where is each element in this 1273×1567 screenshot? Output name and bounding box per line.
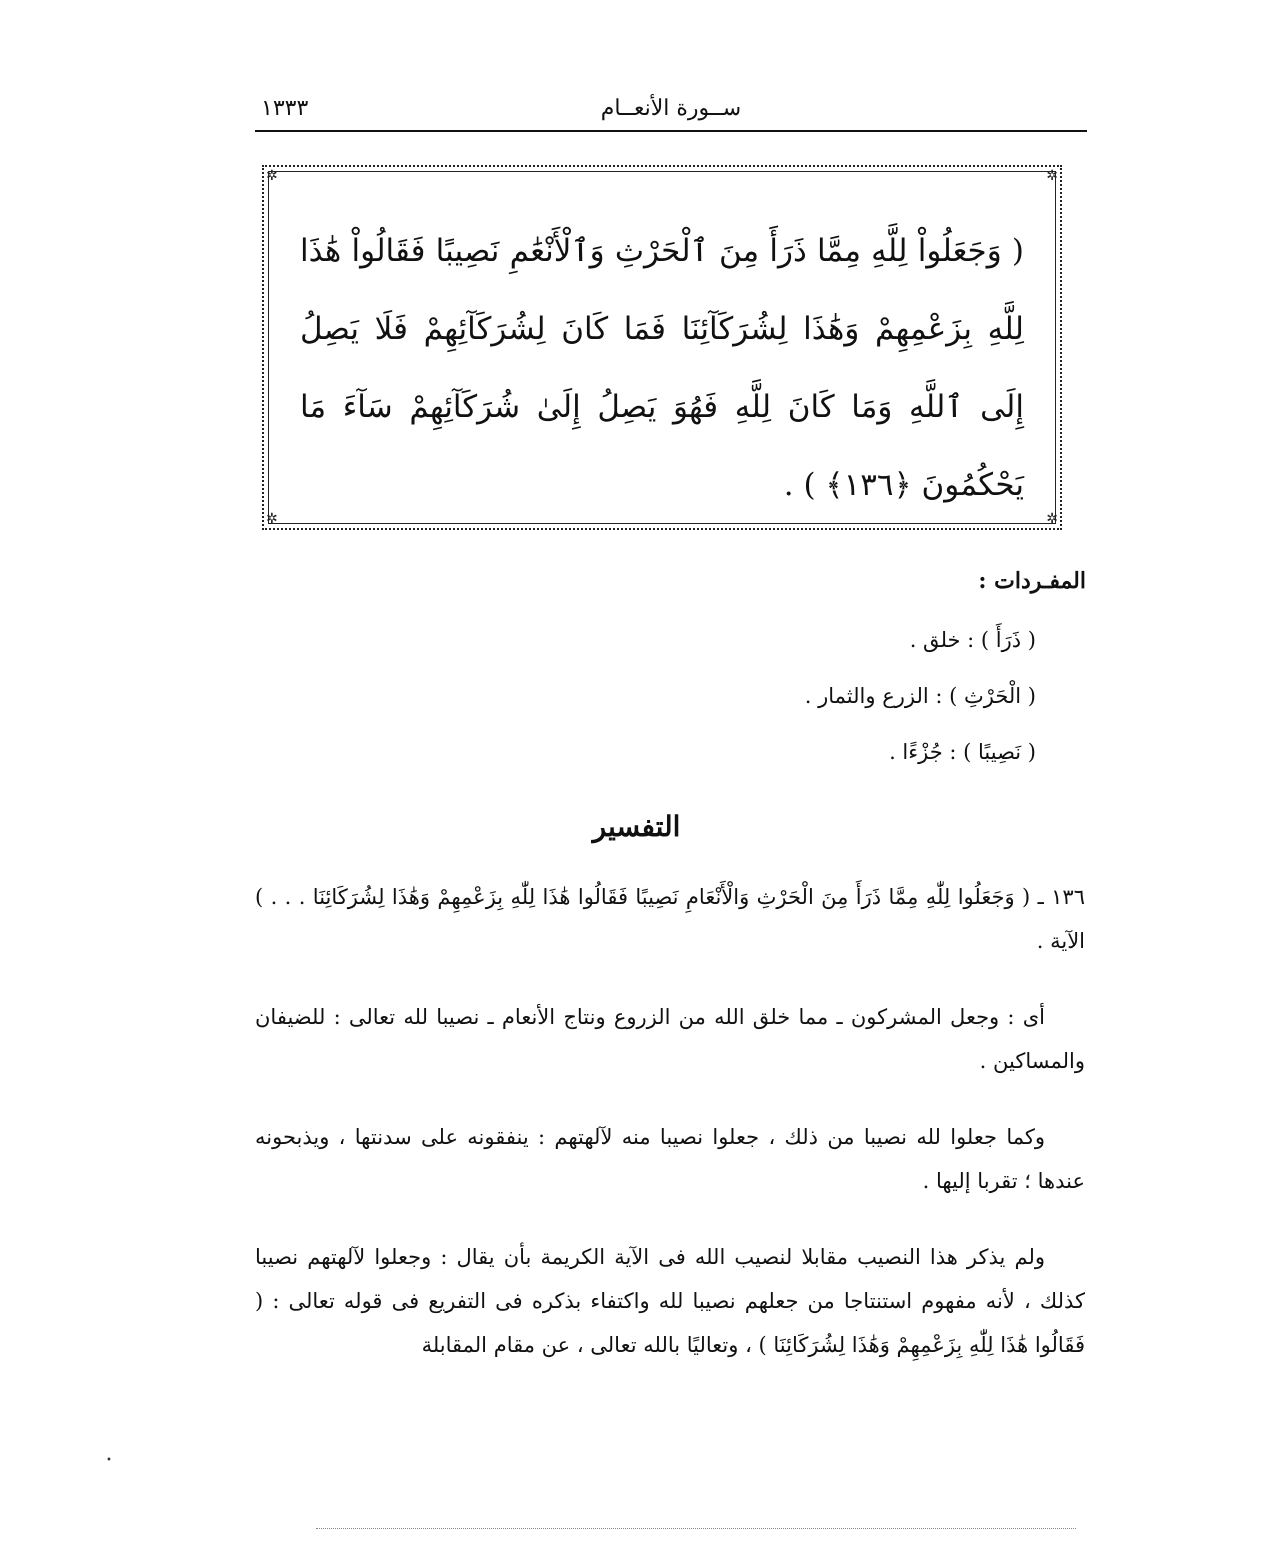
- tafsir-paragraph: وكما جعلوا لله نصيبا من ذلك ، جعلوا نصيبا منه لآلهتهم : ينفقونه على سدنتها ، ويذبحونه عندها ؛ تقربا إليها .: [255, 1125, 1085, 1193]
- vocabulary-item: ( الْحَرْثِ ) : الزرع والثمار .: [804, 684, 1036, 708]
- corner-ornament-icon: ✲: [266, 168, 278, 184]
- surah-title: ســورة الأنعــام: [600, 96, 742, 121]
- verse-text: ( وَجَعَلُواْ لِلَّهِ مِمَّا ذَرَأَ مِنَ ٱلْحَرْثِ وَٱلْأَنْعَٰمِ نَصِيبًا فَقَالُواْ هَٰذَا لِلَّهِ بِزَعْمِهِمْ وَهَٰذَا لِشُرَكَآئِنَا فَمَا كَانَ لِشُرَكَآئِهِمْ فَلَا يَصِلُ إِلَى ٱللَّهِ وَمَا كَانَ لِلَّهِ فَهُوَ يَصِلُ إِلَىٰ شُرَكَآئِهِمْ سَآءَ مَا يَحْكُمُونَ ﴿١٣٦﴾ ) .: [300, 233, 1024, 503]
- page-header: [255, 92, 1087, 132]
- corner-ornament-icon: ✲: [266, 511, 278, 527]
- tafsir-paragraph: ولم يذكر هذا النصيب مقابلا لنصيب الله فى الآية الكريمة بأن يقال : وجعلوا لآلهتهم نصيبا كذلك ، لأنه مفهوم استنتاجا من جعلهم نصيبا لله واكتفاء بذكره فى التفريع فى قوله تعالى : ( فَقَالُوا هَٰذَا لِلّٰهِ بِزَعْمِهِمْ وَهَٰذَا لِشُرَكَائِنَا ) ، وتعاليًا بالله تعالى ، عن مقام المقابلة: [255, 1245, 1085, 1357]
- header-rule: [255, 130, 1087, 132]
- vocabulary-item: ( ذَرَأَ ) : خلق .: [909, 628, 1036, 652]
- bottom-divider: [316, 1528, 1076, 1529]
- scan-mark-icon: •: [106, 1455, 112, 1466]
- verse-frame: [262, 165, 1062, 530]
- corner-ornament-icon: ✲: [1046, 511, 1058, 527]
- vocabulary-heading: المفـردات :: [978, 568, 1086, 594]
- page-number: ١٣٣٣: [261, 96, 309, 121]
- tafsir-heading: التفسير: [592, 810, 681, 843]
- tafsir-paragraph: ١٣٦ ـ ( وَجَعَلُوا لِلّٰهِ مِمَّا ذَرَأَ مِنَ الْحَرْثِ وَالْأَنْعَامِ نَصِيبًا فَقَالُوا هَٰذَا لِلّٰهِ بِزَعْمِهِمْ وَهَٰذَا لِشُرَكَائِنَا . . . ) الآية .: [255, 885, 1085, 953]
- vocabulary-item: ( نَصِيبًا ) : جُزْءًا .: [889, 740, 1036, 764]
- vocabulary-list: [436, 620, 1036, 788]
- tafsir-paragraph: أى : وجعل المشركون ـ مما خلق الله من الزروع ونتاج الأنعام ـ نصيبا لله تعالى : للضيفان والمساكين .: [255, 1005, 1085, 1073]
- corner-ornament-icon: ✲: [1046, 168, 1058, 184]
